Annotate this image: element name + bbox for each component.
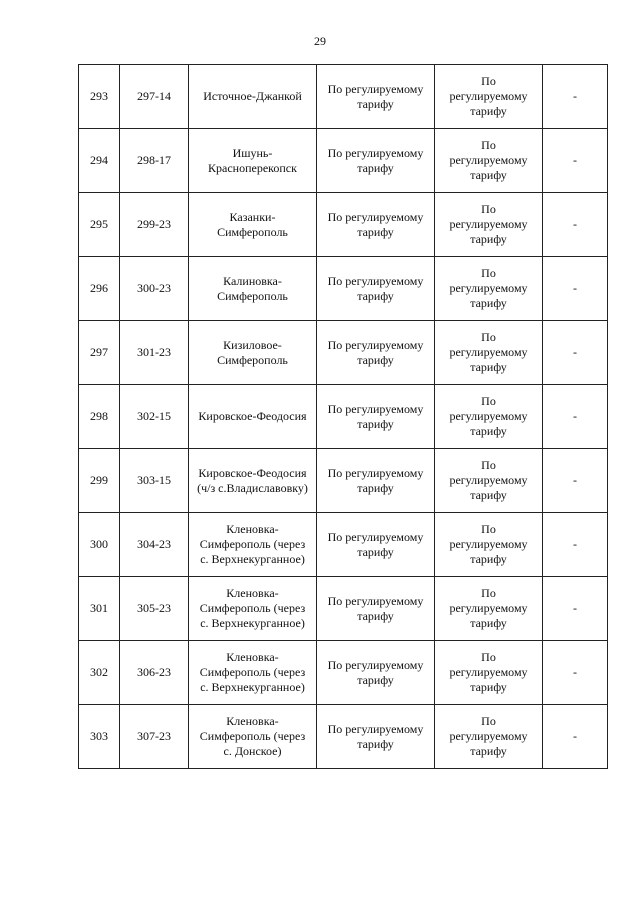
extra-cell: - <box>543 705 608 769</box>
row-number-cell: 302 <box>79 641 120 705</box>
tariff-cell: По регулируемому тарифу <box>317 385 435 449</box>
extra-cell: - <box>543 321 608 385</box>
row-number-cell: 300 <box>79 513 120 577</box>
tariff-alt-cell: По регулируемому тарифу <box>435 257 543 321</box>
extra-cell: - <box>543 513 608 577</box>
row-number-cell: 295 <box>79 193 120 257</box>
route-name-cell: Калиновка- Симферополь <box>189 257 317 321</box>
tariff-cell: По регулируемому тарифу <box>317 129 435 193</box>
tariff-cell: По регулируемому тарифу <box>317 577 435 641</box>
table-row <box>79 577 608 641</box>
route-code-cell: 306-23 <box>120 641 189 705</box>
tariff-alt-cell: По регулируемому тарифу <box>435 193 543 257</box>
page-number: 29 <box>314 34 326 48</box>
route-name-cell: Кленовка- Симферополь (через с. Верхнекурганное) <box>189 513 317 577</box>
route-code-cell: 298-17 <box>120 129 189 193</box>
row-number-cell: 294 <box>79 129 120 193</box>
extra-cell: - <box>543 577 608 641</box>
route-name-cell: Кленовка- Симферополь (через с. Верхнекурганное) <box>189 641 317 705</box>
tariff-cell: По регулируемому тарифу <box>317 513 435 577</box>
extra-cell: - <box>543 129 608 193</box>
route-code-cell: 299-23 <box>120 193 189 257</box>
route-name-cell: Кленовка- Симферополь (через с. Верхнекурганное) <box>189 577 317 641</box>
tariff-cell: По регулируемому тарифу <box>317 193 435 257</box>
route-code-cell: 307-23 <box>120 705 189 769</box>
tariff-cell: По регулируемому тарифу <box>317 65 435 129</box>
table-row <box>79 321 608 385</box>
tariff-alt-cell: По регулируемому тарифу <box>435 449 543 513</box>
route-code-cell: 305-23 <box>120 577 189 641</box>
route-name-cell: Кизиловое- Симферополь <box>189 321 317 385</box>
extra-cell: - <box>543 385 608 449</box>
extra-cell: - <box>543 449 608 513</box>
tariff-alt-cell: По регулируемому тарифу <box>435 577 543 641</box>
table-row <box>79 705 608 769</box>
extra-cell: - <box>543 65 608 129</box>
route-code-cell: 303-15 <box>120 449 189 513</box>
route-name-cell: Ишунь- Красноперекопск <box>189 129 317 193</box>
table-row <box>79 513 608 577</box>
route-name-cell: Кировское-Феодосия <box>189 385 317 449</box>
tariff-alt-cell: По регулируемому тарифу <box>435 705 543 769</box>
tariff-alt-cell: По регулируемому тарифу <box>435 641 543 705</box>
extra-cell: - <box>543 641 608 705</box>
row-number-cell: 299 <box>79 449 120 513</box>
row-number-cell: 296 <box>79 257 120 321</box>
table-row <box>79 193 608 257</box>
tariff-alt-cell: По регулируемому тарифу <box>435 129 543 193</box>
tariff-alt-cell: По регулируемому тарифу <box>435 321 543 385</box>
extra-cell: - <box>543 193 608 257</box>
row-number-cell: 293 <box>79 65 120 129</box>
tariff-alt-cell: По регулируемому тарифу <box>435 513 543 577</box>
table-row <box>79 65 608 129</box>
tariff-cell: По регулируемому тарифу <box>317 257 435 321</box>
route-name-cell: Казанки- Симферополь <box>189 193 317 257</box>
route-code-cell: 300-23 <box>120 257 189 321</box>
tariff-cell: По регулируемому тарифу <box>317 705 435 769</box>
tariff-cell: По регулируемому тарифу <box>317 449 435 513</box>
route-name-cell: Кленовка- Симферополь (через с. Донское) <box>189 705 317 769</box>
routes-table-body <box>79 65 608 769</box>
row-number-cell: 303 <box>79 705 120 769</box>
tariff-cell: По регулируемому тарифу <box>317 641 435 705</box>
tariff-alt-cell: По регулируемому тарифу <box>435 385 543 449</box>
table-row <box>79 641 608 705</box>
table-row <box>79 129 608 193</box>
row-number-cell: 298 <box>79 385 120 449</box>
tariff-alt-cell: По регулируемому тарифу <box>435 65 543 129</box>
routes-table <box>78 64 608 769</box>
row-number-cell: 301 <box>79 577 120 641</box>
table-row <box>79 449 608 513</box>
route-code-cell: 304-23 <box>120 513 189 577</box>
table-row <box>79 257 608 321</box>
extra-cell: - <box>543 257 608 321</box>
route-name-cell: Кировское-Феодосия (ч/з с.Владиславовку) <box>189 449 317 513</box>
route-code-cell: 301-23 <box>120 321 189 385</box>
tariff-cell: По регулируемому тарифу <box>317 321 435 385</box>
route-code-cell: 297-14 <box>120 65 189 129</box>
row-number-cell: 297 <box>79 321 120 385</box>
table-row <box>79 385 608 449</box>
route-name-cell: Источное-Джанкой <box>189 65 317 129</box>
route-code-cell: 302-15 <box>120 385 189 449</box>
